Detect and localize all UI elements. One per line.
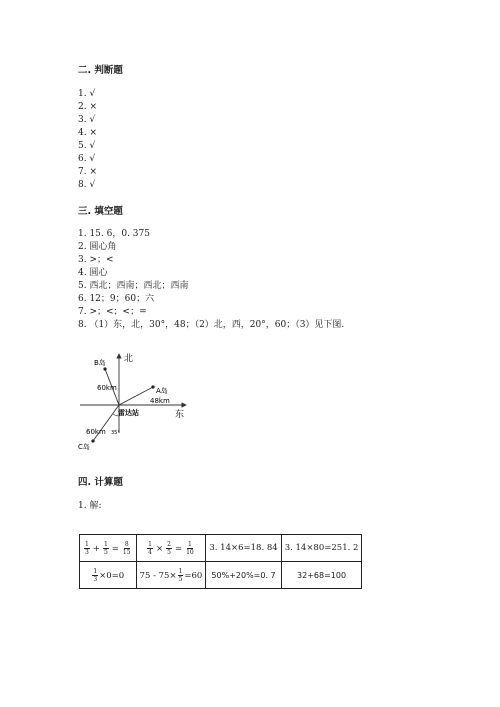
fill-answer-5: 5. 西北；西南；西北；西南 — [78, 281, 189, 291]
radar-station-label: 雷达站 — [118, 409, 139, 417]
b-distance-label: 60km — [97, 384, 117, 392]
a-distance-label: 48km — [150, 397, 170, 405]
table-cell: 75 - 75× $\frac{1}{5}$ =60 — [136, 562, 206, 589]
section-title-judgement: 二. 判断题 — [78, 65, 123, 76]
fill-answer-1: 1. 15. 6，0. 375 — [78, 229, 150, 239]
judgement-answer-8: 8. √ — [78, 180, 96, 190]
east-label: 东 — [175, 410, 185, 420]
judgement-answer-4: 4. × — [78, 128, 97, 138]
b-island-label: B岛 — [94, 359, 106, 367]
table-cell: 32+68=100 — [281, 562, 362, 589]
table-cell: 3. 14×80=251. 2 — [281, 535, 362, 562]
c-distance-label: 60km — [86, 428, 106, 436]
judgement-answer-3: 3. √ — [78, 115, 96, 125]
table-cell: $\frac{1}{4}$ × $\frac{2}{5}$ = $\frac{1}{10}$ — [136, 535, 206, 562]
fill-answer-3: 3. >；< — [78, 255, 114, 265]
table-row — [80, 562, 362, 589]
judgement-answer-7: 7. × — [78, 167, 97, 177]
table-cell: 3. 14×6=18. 84 — [206, 535, 281, 562]
a-island-label: A岛 — [156, 387, 168, 395]
section-title-calculation: 四. 计算题 — [78, 477, 123, 488]
table-cell: 50%+20%=0. 7 — [206, 562, 281, 589]
c-island-dot — [91, 439, 94, 442]
table-cell: $\frac{1}{3}$ + $\frac{1}{5}$ = $\frac{8}{15}$ — [80, 535, 137, 562]
north-label: 北 — [124, 354, 134, 364]
fill-answer-6: 6. 12；9；60；六 — [78, 294, 155, 304]
judgement-answer-6: 6. √ — [78, 154, 96, 164]
radar-direction-diagram — [74, 348, 204, 460]
calculation-table — [79, 534, 362, 589]
fill-answer-8: 8. （1）东，北，30°，48；（2）北，西，20°，60；（3）见下图. — [78, 320, 345, 330]
fill-answer-4: 4. 圆心 — [78, 268, 108, 278]
judgement-answer-2: 2. × — [78, 102, 97, 112]
a-island-dot — [151, 385, 154, 388]
judgement-answer-1: 1. √ — [78, 89, 96, 99]
b-island-dot — [103, 367, 106, 370]
c-island-label: C岛 — [78, 443, 90, 451]
a-island-line — [119, 387, 153, 405]
c-angle-label: 35° — [111, 430, 120, 436]
table-row — [80, 535, 362, 562]
fill-answer-7: 7. >；<；<；= — [78, 307, 147, 317]
table-cell: $\frac{1}{3}$ ×0=0 — [80, 562, 137, 589]
fill-answer-2: 2. 圆心角 — [78, 242, 117, 252]
judgement-answer-5: 5. √ — [78, 141, 96, 151]
section-title-fill-in: 三. 填空题 — [78, 206, 123, 217]
calculation-intro: 1. 解: — [78, 501, 102, 511]
